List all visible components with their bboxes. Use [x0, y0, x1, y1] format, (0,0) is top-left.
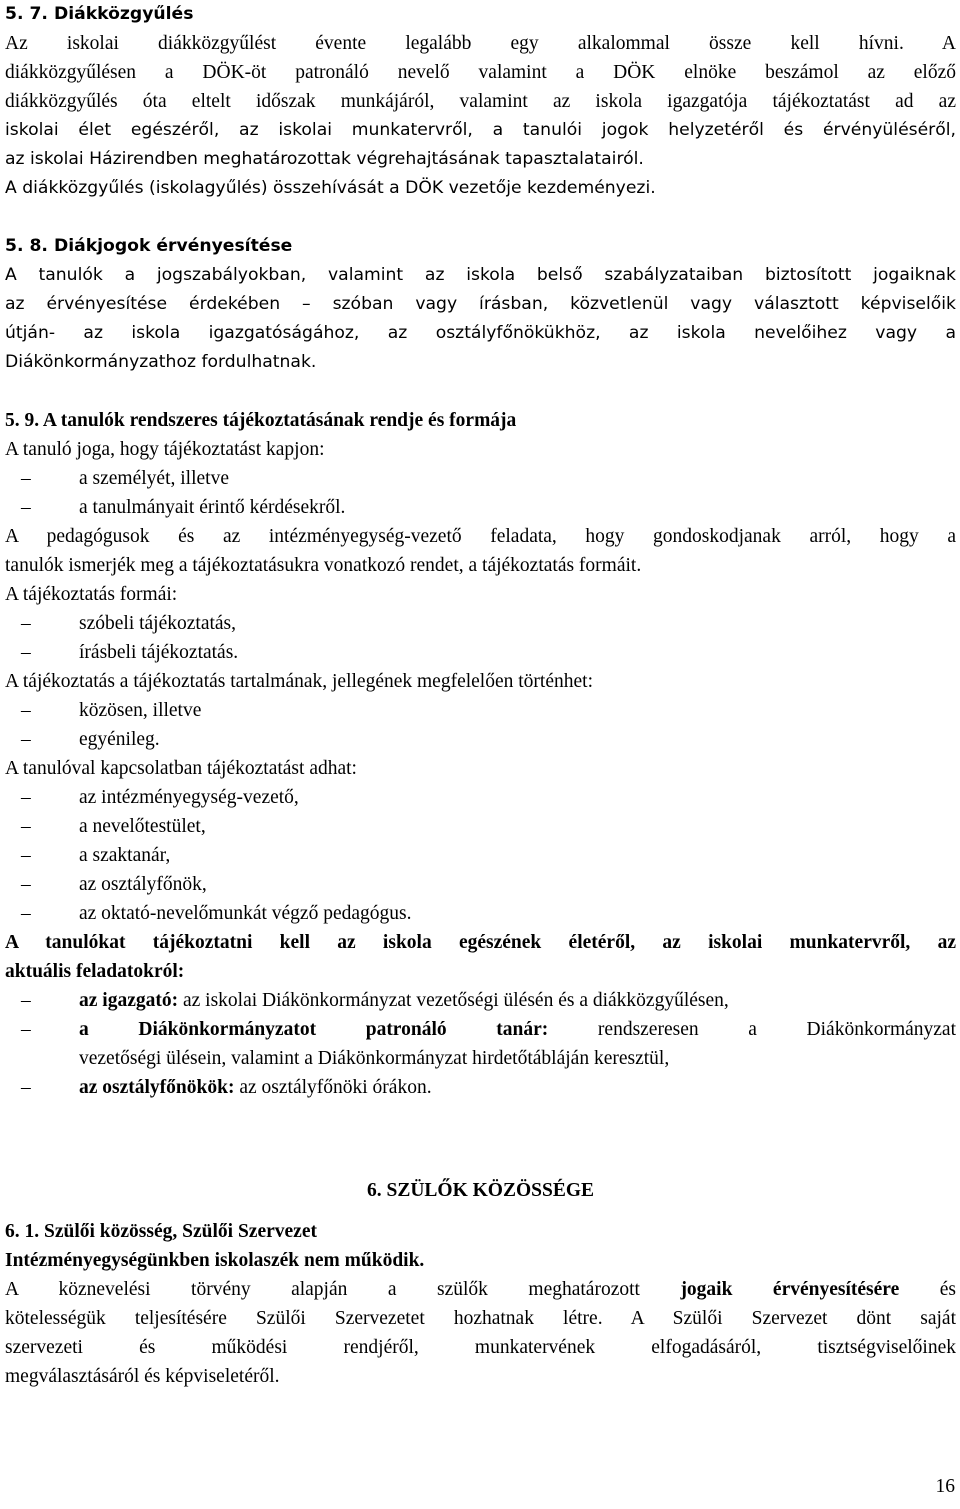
text-line: szervezeti és működési rendjéről, munkatervének elfogadásáról, tisztségviselőinek — [5, 1337, 956, 1358]
text-line: A tájékoztatás formái: — [5, 584, 178, 605]
dash-list — [5, 783, 956, 928]
text-line: útján- az iskola igazgatóságához, az osztályfőnökükhöz, az iskola nevelőihez vagy a — [5, 323, 956, 343]
dash-list — [5, 696, 956, 754]
text-line — [5, 1275, 956, 1304]
section-heading: 5. 8. Diákjogok érvényesítése — [5, 236, 293, 256]
document-body — [5, 0, 956, 1391]
text-line: A tanulók a jogszabályokban, valamint az iskola belső szabályzataiban biztosított jogaiknak — [5, 265, 956, 285]
list-item: – a nevelőtestület, — [5, 812, 956, 841]
section-heading: 5. 9. A tanulók rendszeres tájékoztatásának rendje és formája — [5, 410, 517, 431]
text-line: Az iskolai diákközgyűlést évente legalább egy alkalommal össze kell hívni. A — [5, 33, 956, 54]
dash-list — [5, 609, 956, 667]
text-line: A diákközgyűlés (iskolagyűlés) összehívását a DÖK vezetője kezdeményezi. — [5, 178, 656, 198]
list-item-text: rendszeresen a Diákönkormányzat — [548, 1019, 957, 1040]
section-5-9 — [5, 406, 956, 1102]
text-line: Diákönkormányzathoz fordulhatnak. — [5, 352, 317, 372]
list-item: – írásbeli tájékoztatás. — [5, 638, 956, 667]
dash-list — [5, 986, 956, 1102]
section-heading: 5. 7. Diákközgyűlés — [5, 4, 194, 24]
text-line: diákközgyűlésen a DÖK-öt patronáló nevelő valamint a DÖK elnöke beszámol az előző — [5, 62, 956, 83]
text-line: iskolai élet egészéről, az iskolai munkatervről, a tanulói jogok helyzetéről és érvényüléséről, — [5, 120, 956, 140]
list-item: – az oktató-nevelőmunkát végző pedagógus. — [5, 899, 956, 928]
bold-text-line: Intézményegységünkben iskolaszék nem működik. — [5, 1250, 425, 1271]
text-line: az iskolai Házirendben meghatározottak végrehajtásának tapasztalatairól. — [5, 149, 644, 169]
list-item: – az intézményegység-vezető, — [5, 783, 956, 812]
list-item: – egyénileg. — [5, 725, 956, 754]
list-item: – szóbeli tájékoztatás, — [5, 609, 956, 638]
section-heading: 6. 1. Szülői közösség, Szülői Szervezet — [5, 1221, 317, 1242]
text-line: tanulók ismerjék meg a tájékoztatásukra vonatkozó rendet, a tájékoztatás formáit. — [5, 555, 642, 576]
bold-text-line: aktuális feladatokról: — [5, 961, 185, 982]
page-number: 16 — [935, 1476, 955, 1497]
chapter-6 — [5, 1176, 956, 1391]
list-item — [5, 986, 956, 1015]
bold-span: jogaik érvényesítésére — [680, 1279, 900, 1300]
list-item-continuation: vezetőségi ülésein, valamint a Diákönkormányzat hirdetőtábláján keresztül, — [79, 1048, 670, 1069]
text-line: az érvényesítése érdekében – szóban vagy írásban, közvetlenül vagy választott képviselőik — [5, 294, 956, 314]
text-line: megválasztásáról és képviseletéről. — [5, 1366, 280, 1387]
text-line: A pedagógusok és az intézményegység-vezető feladata, hogy gondoskodjanak arról, hogy a — [5, 526, 956, 547]
dash-list — [5, 464, 956, 522]
list-item — [5, 1073, 956, 1102]
list-item-lead: az osztályfőnökök: — [79, 1077, 235, 1098]
list-item: – a személyét, illetve — [5, 464, 956, 493]
text-line: diákközgyűlés óta eltelt időszak munkájáról, valamint az iskola igazgatója tájékoztatást ad az — [5, 91, 956, 112]
list-item — [5, 1015, 956, 1073]
list-item-text: az osztályfőnöki órákon. — [234, 1077, 432, 1098]
section-5-7 — [5, 0, 956, 203]
list-item: – az osztályfőnök, — [5, 870, 956, 899]
list-item-line — [79, 1015, 956, 1044]
chapter-title: 6. SZÜLŐK KÖZÖSSÉGE — [366, 1180, 595, 1201]
text-line: A tájékoztatás a tájékoztatás tartalmának, jellegének megfelelően történhet: — [5, 671, 593, 692]
text-span: A köznevelési törvény alapján a szülők meghatározott — [5, 1279, 681, 1300]
text-span: és — [899, 1279, 956, 1300]
section-5-8 — [5, 232, 956, 377]
list-item-lead: a Diákönkormányzatot patronáló tanár: — [79, 1019, 549, 1040]
list-item-text: az iskolai Diákönkormányzat vezetőségi ülésén és a diákközgyűlésen, — [178, 990, 729, 1011]
list-item: – a szaktanár, — [5, 841, 956, 870]
bold-text-line: A tanulókat tájékoztatni kell az iskola egészének életéről, az iskolai munkatervről, az — [5, 932, 956, 953]
text-line: kötelességük teljesítésére Szülői Szervezetet hozhatnak létre. A Szülői Szervezet dönt saját — [5, 1308, 956, 1329]
list-item-lead: az igazgató: — [79, 990, 179, 1011]
list-item: – közösen, illetve — [5, 696, 956, 725]
text-line: A tanuló joga, hogy tájékoztatást kapjon: — [5, 439, 325, 460]
text-line: A tanulóval kapcsolatban tájékoztatást adhat: — [5, 758, 357, 779]
list-item: – a tanulmányait érintő kérdésekről. — [5, 493, 956, 522]
